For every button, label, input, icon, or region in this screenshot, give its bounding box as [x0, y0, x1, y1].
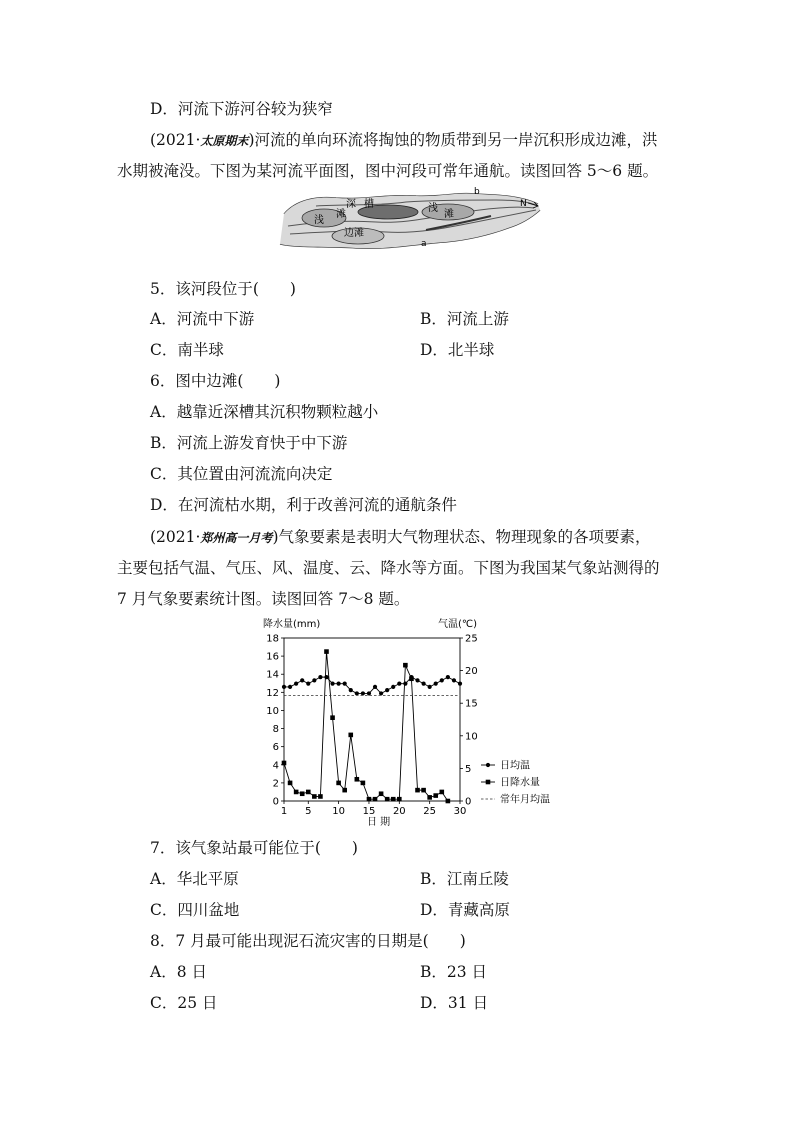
legend-circle-marker: [486, 763, 490, 767]
q5-option-a: A．河流中下游: [150, 310, 255, 328]
temp-point: [367, 691, 371, 695]
label-shoal-right-2: 滩: [444, 209, 454, 220]
y-tick-label: 2: [272, 778, 279, 790]
temp-point: [288, 685, 292, 689]
temp-point: [391, 685, 395, 689]
temp-point: [300, 678, 304, 682]
precip-point: [439, 790, 444, 795]
series-daily-temp-line: [284, 677, 460, 693]
precip-point: [385, 797, 390, 802]
y-tick-label: 0: [272, 796, 279, 808]
y-tick-label: 6: [272, 742, 279, 754]
temp-point: [385, 688, 389, 692]
temp-point: [337, 682, 341, 686]
precip-point: [367, 797, 372, 802]
y2-tick-label: 5: [465, 763, 472, 775]
q8-option-a: A．8 日: [150, 963, 207, 981]
x-axis-label: 日 期: [367, 817, 391, 828]
q8-stem: 8．7 月最可能出现泥石流灾害的日期是( ): [150, 932, 466, 950]
q8-option-b: B．23 日: [420, 963, 488, 981]
precip-point: [342, 788, 347, 793]
y-tick-label: 4: [272, 760, 279, 772]
q7-option-d: D．青藏高原: [420, 901, 510, 919]
temp-point: [318, 675, 322, 679]
q4-option-d: D．河流下游河谷较为狭窄: [150, 100, 333, 118]
intro1-line1: [150, 130, 658, 151]
label-shoal-left-2: 滩: [336, 209, 346, 220]
q5-option-b: B．河流上游: [420, 310, 509, 328]
intro2-line2: 主要包括气温、气压、风、温度、云、降水等方面。下图为我国某气象站测得的: [117, 559, 660, 577]
temp-point: [458, 682, 462, 686]
precip-point: [403, 663, 408, 668]
y2-tick-label: 25: [465, 633, 478, 645]
plot-frame: [284, 638, 460, 801]
temp-point: [403, 682, 407, 686]
legend-label: 常年月均温: [500, 794, 550, 806]
temp-point: [282, 685, 286, 689]
temp-point: [373, 685, 377, 689]
y-tick-label: 14: [266, 669, 279, 681]
q7-stem: 7．该气象站最可能位于( ): [150, 839, 358, 857]
temp-point: [452, 678, 456, 682]
precip-point: [306, 790, 311, 795]
y-tick-label: 8: [272, 724, 279, 736]
temp-point: [361, 691, 365, 695]
q7-option-c: C．四川盆地: [150, 901, 240, 919]
q6-option-a: A．越靠近深槽其沉积物颗粒越小: [150, 403, 379, 421]
label-north: N: [520, 199, 527, 209]
x-tick-label: 5: [305, 806, 312, 817]
q7-option-b: B．江南丘陵: [420, 870, 509, 888]
y-tick-label: 18: [266, 633, 279, 645]
label-deep: 深: [346, 199, 356, 210]
temp-point: [421, 682, 425, 686]
temp-point: [440, 678, 444, 682]
label-a: a: [421, 239, 427, 249]
q5-option-d: D．北半球: [420, 341, 495, 359]
legend-label: 日均温: [500, 760, 530, 772]
precip-point: [379, 791, 384, 796]
temp-point: [434, 682, 438, 686]
y2-tick-label: 20: [465, 666, 478, 678]
q6-stem: 6．图中边滩( ): [150, 372, 281, 390]
precip-point: [312, 794, 317, 799]
intro1-text: )河流的单向环流将掏蚀的物质带到另一岸沉积形成边滩，洪: [248, 131, 658, 149]
y-tick-label: 16: [266, 651, 279, 663]
x-tick-label: 1: [280, 806, 288, 817]
intro2-year: (2021·: [150, 528, 201, 546]
y-axis-label: 降水量(mm): [263, 619, 321, 630]
q7-option-a: A．华北平原: [150, 870, 239, 888]
precip-point: [427, 795, 432, 800]
x-tick-label: 20: [392, 806, 406, 817]
precip-point: [336, 781, 341, 786]
precip-point: [288, 781, 293, 786]
precip-point: [409, 676, 414, 681]
intro1-source: 太原期末: [200, 134, 249, 148]
precip-point: [391, 797, 396, 802]
temp-point: [330, 682, 334, 686]
x-tick-label: 30: [453, 806, 467, 817]
precip-point: [415, 788, 420, 793]
label-b: b: [474, 187, 480, 197]
temp-point: [446, 675, 450, 679]
y-tick-label: 10: [266, 705, 279, 717]
climate-chart: [255, 615, 600, 833]
intro1-year: (2021·: [150, 131, 201, 149]
legend-square-marker: [486, 780, 491, 785]
precip-point: [318, 794, 323, 799]
precip-point: [421, 788, 426, 793]
label-shoal-right-1: 浅: [428, 203, 438, 214]
precip-point: [300, 791, 305, 796]
y2-tick-label: 0: [465, 796, 472, 808]
precip-point: [282, 761, 287, 766]
x-tick-label: 25: [423, 806, 437, 817]
label-channel: 槽: [364, 199, 374, 210]
temp-point: [428, 685, 432, 689]
precip-point: [330, 715, 335, 720]
y2-tick-label: 10: [465, 731, 478, 743]
precip-point: [397, 797, 402, 802]
label-shoal-left-1: 浅: [314, 215, 324, 226]
series-daily-precip-line: [284, 652, 448, 801]
precip-point: [361, 781, 366, 786]
temp-point: [355, 691, 359, 695]
intro2-line3: 7 月气象要素统计图。读图回答 7～8 题。: [117, 590, 410, 608]
river-plan-map: [276, 186, 548, 264]
y2-tick-label: 15: [465, 698, 478, 710]
precip-point: [294, 790, 299, 795]
intro2-text: )气象要素是表明大气物理状态、物理现象的各项要素，: [272, 528, 651, 546]
q5-option-c: C．南半球: [150, 341, 224, 359]
x-tick-label: 15: [362, 806, 376, 817]
q5-stem: 5．该河段位于( ): [150, 280, 296, 298]
temp-point: [379, 691, 383, 695]
temp-point: [312, 678, 316, 682]
q8-option-d: D．31 日: [420, 994, 489, 1012]
q6-option-d: D．在河流枯水期，利于改善河流的通航条件: [150, 496, 457, 514]
precip-point: [348, 733, 353, 738]
precip-point: [433, 793, 438, 798]
intro2-source: 郑州高一月考: [200, 531, 273, 545]
y-tick-label: 12: [266, 687, 279, 699]
precip-point: [446, 799, 451, 804]
temp-point: [306, 682, 310, 686]
temp-point: [343, 682, 347, 686]
y2-axis-label: 气温(℃): [438, 619, 478, 630]
temp-point: [397, 682, 401, 686]
precip-point: [355, 777, 360, 782]
temp-point: [415, 678, 419, 682]
intro2-line1: [150, 527, 651, 548]
intro1-line2: 水期被淹没。下图为某河流平面图，图中河段可常年通航。读图回答 5～6 题。: [117, 162, 659, 180]
q6-option-b: B．河流上游发育快于中下游: [150, 434, 348, 452]
temp-point: [349, 688, 353, 692]
precip-point: [324, 649, 329, 654]
precip-point: [373, 797, 378, 802]
x-tick-label: 10: [332, 806, 345, 817]
q6-option-c: C．其位置由河流流向决定: [150, 465, 333, 483]
temp-point: [294, 682, 298, 686]
q8-option-c: C．25 日: [150, 994, 218, 1012]
legend-label: 日降水量: [500, 777, 540, 789]
label-bank-shoal: 边滩: [344, 228, 364, 239]
